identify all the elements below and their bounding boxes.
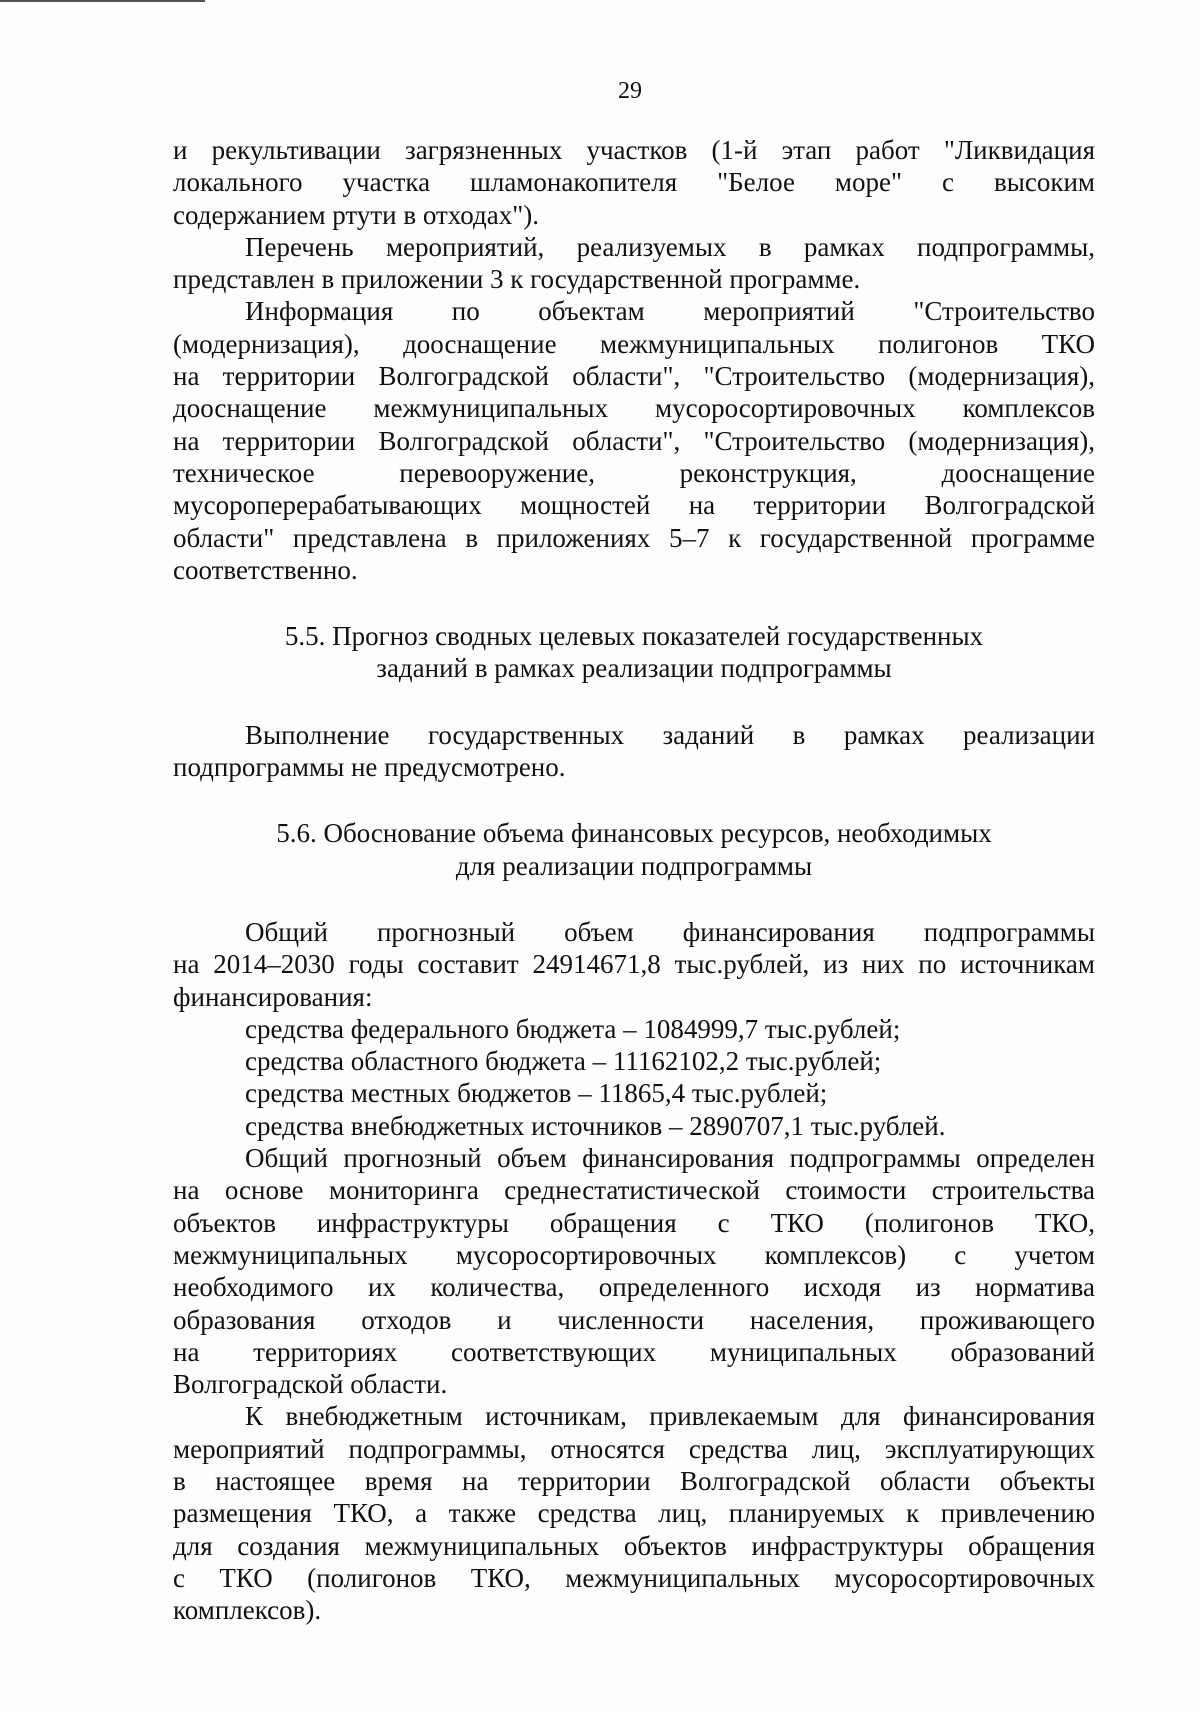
text-line: мероприятий подпрограммы, относятся средства лиц, эксплуатирующих xyxy=(173,1433,1095,1464)
text-line: для создания межмуниципальных объектов инфраструктуры обращения xyxy=(173,1530,1095,1561)
text-line: техническое перевооружение, реконструкция, дооснащение xyxy=(173,457,1095,488)
text-line: (модернизация), дооснащение межмуниципальных полигонов ТКО xyxy=(173,328,1095,359)
section-heading-5-5: 5.5. Прогноз сводных целевых показателей государственных xyxy=(284,621,984,652)
text-line: межмуниципальных мусоросортировочных комплексов) с учетом xyxy=(173,1239,1095,1270)
text-line: Выполнение государственных заданий в рамках реализации xyxy=(245,719,1095,750)
text-line: Общий прогнозный объем финансирования подпрограммы определен xyxy=(245,1143,1095,1174)
funding-item: средства местных бюджетов – 11865,4 тыс.рублей; xyxy=(245,1078,828,1109)
text-line: дооснащение межмуниципальных мусоросортировочных комплексов xyxy=(173,393,1095,424)
text-line: соответственно. xyxy=(173,554,358,585)
text-line: в настоящее время на территории Волгоградской области объекты xyxy=(173,1465,1095,1496)
page-number: 29 xyxy=(618,78,642,104)
text-line: и рекультивации загрязненных участков (1-й этап работ "Ликвидация xyxy=(173,135,1095,165)
text-line: Перечень мероприятий, реализуемых в рамках подпрограммы, xyxy=(245,231,1095,262)
funding-item: средства внебюджетных источников – 2890707,1 тыс.рублей. xyxy=(245,1110,946,1141)
text-line: подпрограммы не предусмотрено. xyxy=(173,752,566,783)
scan-edge-mark xyxy=(0,0,205,2)
text-line: локального участка шламонакопителя "Белое море" с высоким xyxy=(173,167,1095,198)
section-heading-5-5: заданий в рамках реализации подпрограммы xyxy=(376,653,892,684)
section-heading-5-6: 5.6. Обоснование объема финансовых ресурсов, необходимых xyxy=(276,818,992,849)
text-line: объектов инфраструктуры обращения с ТКО (полигонов ТКО, xyxy=(173,1207,1095,1238)
text-line: Волгоградской области. xyxy=(173,1369,448,1400)
text-line: мусороперерабатывающих мощностей на территории Волгоградской xyxy=(173,490,1095,521)
text-line: образования отходов и численности населения, проживающего xyxy=(173,1304,1095,1335)
text-line: на основе мониторинга среднестатистической стоимости строительства xyxy=(173,1175,1095,1206)
text-line: необходимого их количества, определенного исходя из норматива xyxy=(173,1272,1095,1303)
text-line: Информация по объектам мероприятий "Строительство xyxy=(245,296,1095,327)
text-line: К внебюджетным источникам, привлекаемым для финансирования xyxy=(245,1401,1095,1432)
text-line: Общий прогнозный объем финансирования подпрограммы xyxy=(245,916,1095,947)
text-line: комплексов). xyxy=(173,1595,322,1626)
text-line: на территории Волгоградской области", "Строительство (модернизация), xyxy=(173,425,1095,456)
text-line: на 2014–2030 годы составит 24914671,8 тыс.рублей, из них по источникам xyxy=(173,949,1095,980)
text-line: содержанием ртути в отходах"). xyxy=(173,199,539,230)
text-line: представлен в приложении 3 к государственной программе. xyxy=(173,264,861,295)
funding-item: средства федерального бюджета – 1084999,7 тыс.рублей; xyxy=(245,1013,901,1044)
text-line: на территориях соответствующих муниципальных образований xyxy=(173,1336,1095,1367)
section-heading-5-6: для реализации подпрограммы xyxy=(455,850,813,881)
text-line: области" представлена в приложениях 5–7 к государственной программе xyxy=(173,522,1095,553)
funding-item: средства областного бюджета – 11162102,2 тыс.рублей; xyxy=(245,1046,882,1077)
text-line: с ТКО (полигонов ТКО, межмуниципальных мусоросортировочных xyxy=(173,1562,1095,1593)
text-line: размещения ТКО, а также средства лиц, планируемых к привлечению xyxy=(173,1498,1095,1529)
text-line: финансирования: xyxy=(173,981,373,1012)
text-line: на территории Волгоградской области", "Строительство (модернизация), xyxy=(173,361,1095,392)
document-body xyxy=(173,134,1095,1626)
